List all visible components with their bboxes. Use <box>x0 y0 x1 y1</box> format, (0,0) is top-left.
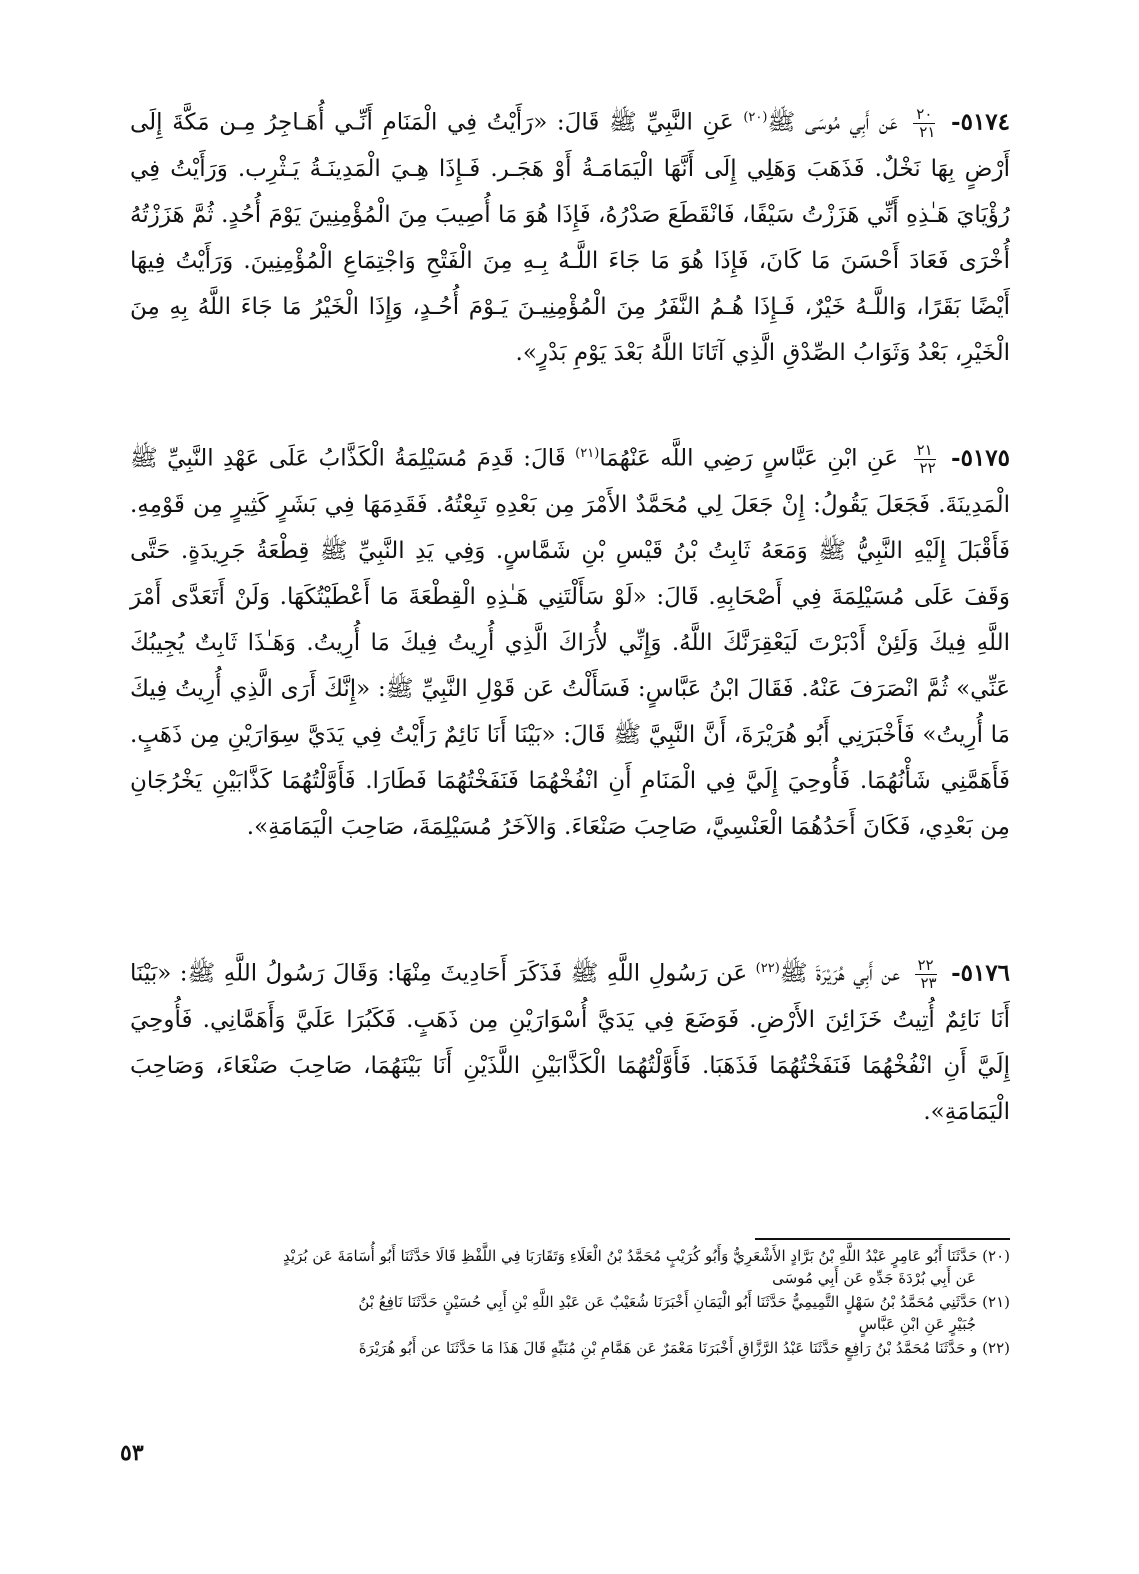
footnote-ref: (٢١) <box>575 446 600 461</box>
footnote-number: (٢٠) <box>982 1247 1010 1265</box>
footnote-line: و حَدَّثَنَا مُحَمَّدُ بْنُ رَافِعٍ حَدَّثَنَا عَبْدُ الرَّزَّاقِ أَخْبَرَنَا مَعْمَرٌ عَن هَمَّامِ بْنِ مُنَبِّهٍ قَالَ هَذَا مَا حَدَّثَنَا عن أَبُو هُرَيْرَةَ <box>358 1339 978 1357</box>
fraction-top: ٢١ <box>914 442 936 460</box>
footnote <box>130 1337 1010 1359</box>
fraction-bottom: ٢٢ <box>919 459 936 478</box>
footnote <box>130 1291 1010 1335</box>
footnote-line: حَدَّثَنَا أَبُو عَامِرٍ عَبْدُ اللَّهِ بْنُ بَرَّادٍ الأَشْعَرِيُّ وَأَبُو كُرَيْبٍ مُحَمَّدُ بْنُ الْعَلَاءِ وَتَقَارَبَا فِي اللَّفْظِ قَالَا حَدَّثَنَا أَبُو أُسَامَةَ عَن بُرَيْدٍ <box>283 1247 978 1265</box>
fraction-bottom: ٢١ <box>919 123 936 142</box>
fraction-top: ٢٠ <box>913 106 935 124</box>
footnote-ref: (٢٢) <box>755 961 780 976</box>
hadith-fraction <box>913 106 935 141</box>
fraction-bottom: ٢٣ <box>920 974 937 993</box>
hadith-intro: عَنِ ابْنِ عَبَّاسٍ رَضِي اللَّه عَنْهُمَا <box>599 445 899 472</box>
footnote-continuation: عَن أَبِي بُرْدَةَ جَدِّهِ عَن أَبِي مُوسَى <box>772 1269 976 1287</box>
hadith-intro: عَن أَبِي مُوسَى ﷺ <box>767 109 898 136</box>
footnote-number: (٢١) <box>982 1293 1010 1311</box>
hadith-text: قَالَ: قَدِمَ مُسَيْلِمَةُ الْكَذَّابُ عَلَى عَهْدِ النَّبِيِّ ﷺ الْمَدِينَةَ. فَجَعَلَ يَقُولُ: إِنْ جَعَلَ لِي مُحَمَّدٌ الأَمْرَ مِن بَعْدِهِ تَبِعْتُهُ. فَقَدِمَهَا فِي بَشَرٍ كَثِيرٍ مِن قَوْمِهِ. فَأَقْبَلَ إِلَيْهِ النَّبِيُّ ﷺ وَمَعَهُ ثَابِتُ بْنُ قَيْسِ بْنِ شَمَّاسٍ. وَفِي يَدِ النَّبِيِّ ﷺ قِطْعَةُ جَرِيدَةٍ. حَتَّى وَقَفَ عَلَى مُسَيْلِمَةَ فِي أَصْحَابِهِ. قَالَ: «لَوْ سَأَلْتَنِي هَـٰذِهِ الْقِطْعَةَ مَا أَعْطَيْتُكَهَا. وَلَنْ أَتَعَدَّى أَمْرَ اللَّهِ فِيكَ وَلَئِنْ أَدْبَرْتَ لَيَعْقِرَنَّكَ اللَّهُ. وَإِنِّي لأُرَاكَ الَّذِي أُرِيتُ فِيكَ مَا أُرِيتُ. وَهَـٰذَا ثَابِتٌ يُجِيبُكَ عَنِّي» ثُمَّ انْصَرَفَ عَنْهُ. فَقَالَ ابْنُ عَبَّاسٍ: فَسَأَلْتُ عَن قَوْلِ النَّبِيِّ ﷺ: «إِنَّكَ أَرَى الَّذِي أُرِيتُ فِيكَ مَا أُرِيتُ» فَأَخْبَرَنِي أَبُو هُرَيْرَةَ، أَنَّ النَّبِيَّ ﷺ قَالَ: «بَيْنَا أَنَا نَائِمٌ رَأَيْتُ فِي يَدَيَّ سِوَارَيْنِ مِن ذَهَبٍ. فَأَهَمَّنِي شَأْنُهُمَا. فَأُوحِيَ إِلَيَّ فِي الْمَنَامِ أَنِ انْفُخْهُمَا فَنَفَخْتُهُمَا فَطَارَا. فَأَوَّلْتُهُمَا كَذَّابَيْنِ يَخْرُجَانِ مِن بَعْدِي، فَكَانَ أَحَدُهُمَا الْعَنْسِيَّ، صَاحِبَ صَنْعَاءَ. وَالآخَرُ مُسَيْلِمَةَ، صَاحِبَ الْيَمَامَةِ». <box>130 445 1010 840</box>
footnote-number: (٢٢) <box>982 1339 1010 1357</box>
footnote-line: حَدَّثَنِي مُحَمَّدُ بْنُ سَهْلٍ التَّمِيمِيُّ حَدَّثَنَا أَبُو الْيَمَانِ أَخْبَرَنَا شُعَيْبٌ عَن عَبْدِ اللَّهِ بْنِ أَبِي حُسَيْنٍ حَدَّثَنَا نَافِعُ بْنُ <box>358 1293 978 1311</box>
footnote-ref: (٢٠) <box>743 110 768 125</box>
hadith-text: عَنِ النَّبِيِّ ﷺ قَالَ: «رَأَيْتُ فِي الْمَنَامِ أَنِّـي أُهَـاجِرُ مِـن مَكَّةَ إِلَى أَرْضٍ بِهَا نَخْلٌ. فَذَهَبَ وَهَلِي إِلَى أَنَّهَا الْيَمَامَـةُ أَوْ هَجَـر. فَـإِذَا هِـيَ الْمَدِينَـةُ يَـثْرِب. وَرَأَيْتُ فِي رُؤْيَايَ هَـٰذِهِ أَنِّي هَزَزْتُ سَيْفًا، فَانْقَطَعَ صَدْرُهُ، فَإِذَا هُوَ مَا أُصِيبَ مِنَ الْمُؤْمِنِينَ يَوْمَ أُحُدٍ. ثُمَّ هَزَزْتُهُ أُخْرَى فَعَادَ أَحْسَنَ مَا كَانَ، فَإِذَا هُوَ مَا جَاءَ اللَّـهُ بِـهِ مِنَ الْفَتْحِ وَاجْتِمَاعِ الْمُؤْمِنِينَ. وَرَأَيْتُ فِيهَا أَيْضًا بَقَرًا، وَاللَّـهُ خَيْرٌ، فَـإِذَا هُـمُ النَّفَرُ مِنَ الْمُؤْمِنِيـنَ يَـوْمَ أُحُـدٍ، وَإِذَا الْخَيْرُ مَا جَاءَ اللَّهُ بِهِ مِنَ الْخَيْرِ، بَعْدُ وَثَوَابُ الصِّدْقِ الَّذِي آتَانَا اللَّهُ بَعْدَ يَوْمِ بَدْرٍ». <box>130 109 1010 366</box>
hadith-5176 <box>130 946 1010 1135</box>
footnote-continuation: جُبَيْرٍ عَنِ ابْنِ عَبَّاسٍ <box>858 1315 976 1333</box>
hadith-intro: عن أَبِي هُرَيْرَةَ ﷺ <box>779 960 901 987</box>
hadith-number: ٥١٧٤- <box>951 108 1011 136</box>
hadith-fraction <box>915 957 937 992</box>
hadith-number: ٥١٧٦- <box>951 959 1011 987</box>
footnote-divider <box>755 1238 1010 1240</box>
page-number: ٥٣ <box>120 1440 144 1466</box>
hadith-5174 <box>130 95 1010 376</box>
footnotes <box>130 1245 1010 1361</box>
hadith-5175 <box>130 431 1010 850</box>
hadith-fraction <box>914 442 936 477</box>
fraction-top: ٢٢ <box>915 957 937 975</box>
footnote <box>130 1245 1010 1289</box>
hadith-number: ٥١٧٥- <box>951 444 1010 472</box>
hadith-text: عَن رَسُولِ اللَّهِ ﷺ فَذَكَرَ أَحَادِيثَ مِنْهَا: وَقَالَ رَسُولُ اللَّهِ ﷺ: «بَيْنَا أَنَا نَائِمٌ أُتِيتُ خَزَائِنَ الأَرْضِ. فَوَضَعَ فِي يَدَيَّ أُسْوَارَيْنِ مِن ذَهَبٍ. فَكَبُرَا عَلَيَّ وَأَهَمَّانِي. فَأُوحِيَ إِلَيَّ أَنِ انْفُخْهُمَا فَنَفَخْتُهُمَا فَذَهَبَا. فَأَوَّلْتُهُمَا الْكَذَّابَيْنِ اللَّذَيْنِ أَنَا بَيْنَهُمَا، صَاحِبَ صَنْعَاءَ، وَصَاحِبَ الْيَمَامَةِ». <box>130 960 1010 1125</box>
